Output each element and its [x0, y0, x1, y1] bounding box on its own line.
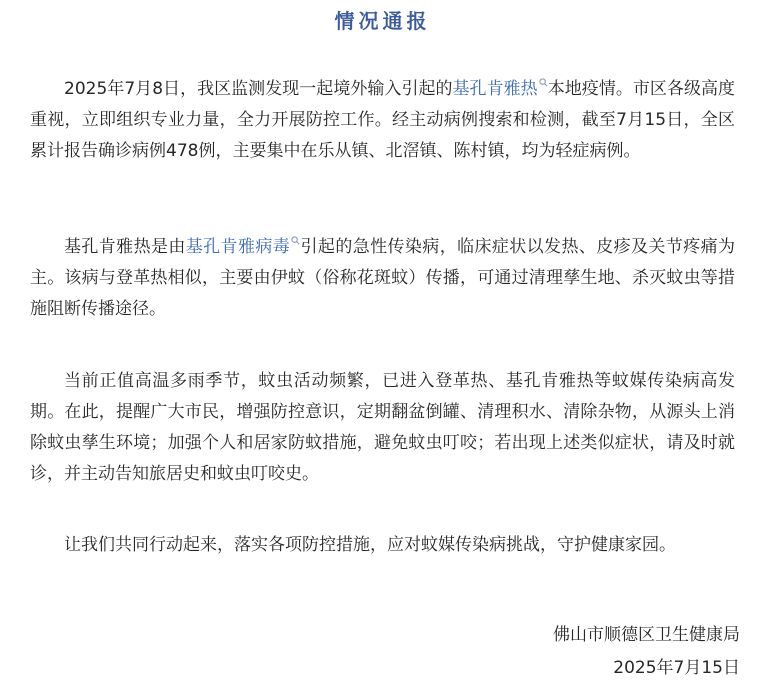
issue-date: 2025年7月15日 [613, 658, 740, 678]
chikungunya-virus-link[interactable]: 基孔肯雅病毒 [185, 237, 291, 257]
paragraph-2-text-before: 基孔肯雅热是由 [64, 237, 186, 257]
search-icon[interactable] [291, 236, 300, 245]
issuing-organization: 佛山市顺德区卫生健康局 [553, 625, 740, 645]
paragraph-4: 让我们共同行动起来，落实各项防控措施，应对蚊媒传染病挑战，守护健康家园。 [64, 535, 676, 555]
chikungunya-fever-link[interactable]: 基孔肯雅热 [452, 79, 538, 99]
search-icon[interactable] [539, 78, 548, 87]
paragraph-1-text-before: 2025年7月8日，我区监测发现一起境外输入引起的 [64, 79, 453, 99]
paragraph-3: 当前正值高温多雨季节，蚊虫活动频繁，已进入登革热、基孔肯雅热等蚊媒传染病高发期。在此，提醒广大市民，增强防控意识，定期翻盆倒罐、清理积水、清除杂物，从源头上消除蚊虫孳生环境；加强个人和居家防蚊措施，避免蚊虫叮咬；若出现上述类似症状，请及时就诊，并主动告知旅居史和蚊虫叮咬史。 [30, 371, 735, 484]
paragraph-2-text-after: 引起的急性传染病，临床症状以发热、皮疹及关节疼痛为主。该病与登革热相似，主要由伊蚊（俗称花斑蚊）传播，可通过清理孳生地、杀灭蚊虫等措施阻断传播途径。 [30, 237, 736, 319]
paragraph-1-text-after: 本地疫情。市区各级高度重视，立即组织专业力量，全力开展防控工作。经主动病例搜索和检测，截至7月15日，全区累计报告确诊病例478例，主要集中在乐从镇、北滘镇、陈村镇，均为轻症病例。 [30, 79, 736, 161]
page-title: 情况通报 [334, 9, 431, 33]
paragraph-2 [30, 232, 735, 325]
paragraph-1 [30, 74, 735, 167]
